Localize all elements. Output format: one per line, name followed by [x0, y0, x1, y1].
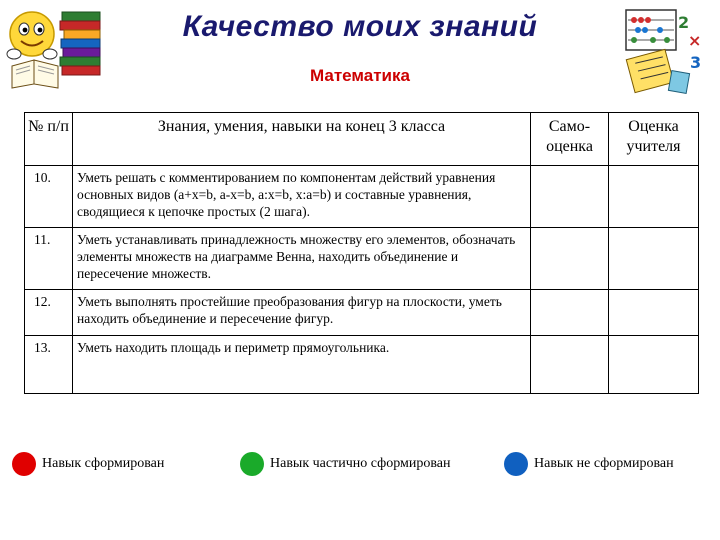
table-row — [25, 166, 699, 228]
self-assessment-cell[interactable] — [531, 290, 609, 336]
row-number: 12. — [25, 290, 73, 336]
row-skill-text: Уметь решать с комментированием по компонентам действий уравнения основных видов (a+x=b, a-x=b, a:x=b, x:a=b) и составные уравнения, сводящиеся к цепочке простых (2 шага). — [73, 166, 531, 228]
self-assessment-cell[interactable] — [531, 166, 609, 228]
green-circle-icon — [240, 452, 264, 476]
smiley-reading-books-icon — [4, 2, 104, 92]
row-skill-text: Уметь устанавливать принадлежность множеству его элементов, обозначать элементы множеств на диаграмме Венна, находить объединение и пересечение множеств. — [73, 228, 531, 290]
table-row — [25, 228, 699, 290]
column-header-teacher-assessment: Оценка учителя — [609, 113, 699, 166]
teacher-assessment-cell[interactable] — [609, 166, 699, 228]
self-assessment-cell[interactable] — [531, 228, 609, 290]
row-skill-text: Уметь находить площадь и периметр прямоугольника. — [73, 336, 531, 394]
math-abacus-icon — [620, 6, 710, 98]
column-header-number: № п/п — [25, 113, 73, 166]
svg-text:×: × — [688, 31, 702, 50]
legend-item-not-formed — [504, 452, 714, 476]
svg-text:3: 3 — [690, 53, 702, 72]
page-title: Качество моих знаний — [182, 10, 538, 43]
row-number: 10. — [25, 166, 73, 228]
legend-label: Навык сформирован — [42, 456, 165, 471]
table-row — [25, 290, 699, 336]
column-header-self-assessment: Само-оценка — [531, 113, 609, 166]
red-circle-icon — [12, 452, 36, 476]
row-number: 11. — [25, 228, 73, 290]
column-header-skills: Знания, умения, навыки на конец 3 класса — [73, 113, 531, 166]
row-number: 13. — [25, 336, 73, 394]
blue-circle-icon — [504, 452, 528, 476]
table-row — [25, 336, 699, 394]
row-skill-text: Уметь выполнять простейшие преобразования фигур на плоскости, уметь находить объединение и пересечение фигур. — [73, 290, 531, 336]
table-header-row — [25, 113, 699, 166]
teacher-assessment-cell[interactable] — [609, 290, 699, 336]
teacher-assessment-cell[interactable] — [609, 336, 699, 394]
legend-label: Навык частично сформирован — [270, 456, 451, 471]
skills-table — [24, 112, 699, 394]
teacher-assessment-cell[interactable] — [609, 228, 699, 290]
legend-item-formed — [12, 452, 232, 476]
svg-text:2: 2 — [678, 13, 690, 32]
self-assessment-cell[interactable] — [531, 336, 609, 394]
legend-label: Навык не сформирован — [534, 456, 674, 471]
legend-item-partially-formed — [240, 452, 500, 476]
subject-heading: Математика — [310, 66, 410, 85]
